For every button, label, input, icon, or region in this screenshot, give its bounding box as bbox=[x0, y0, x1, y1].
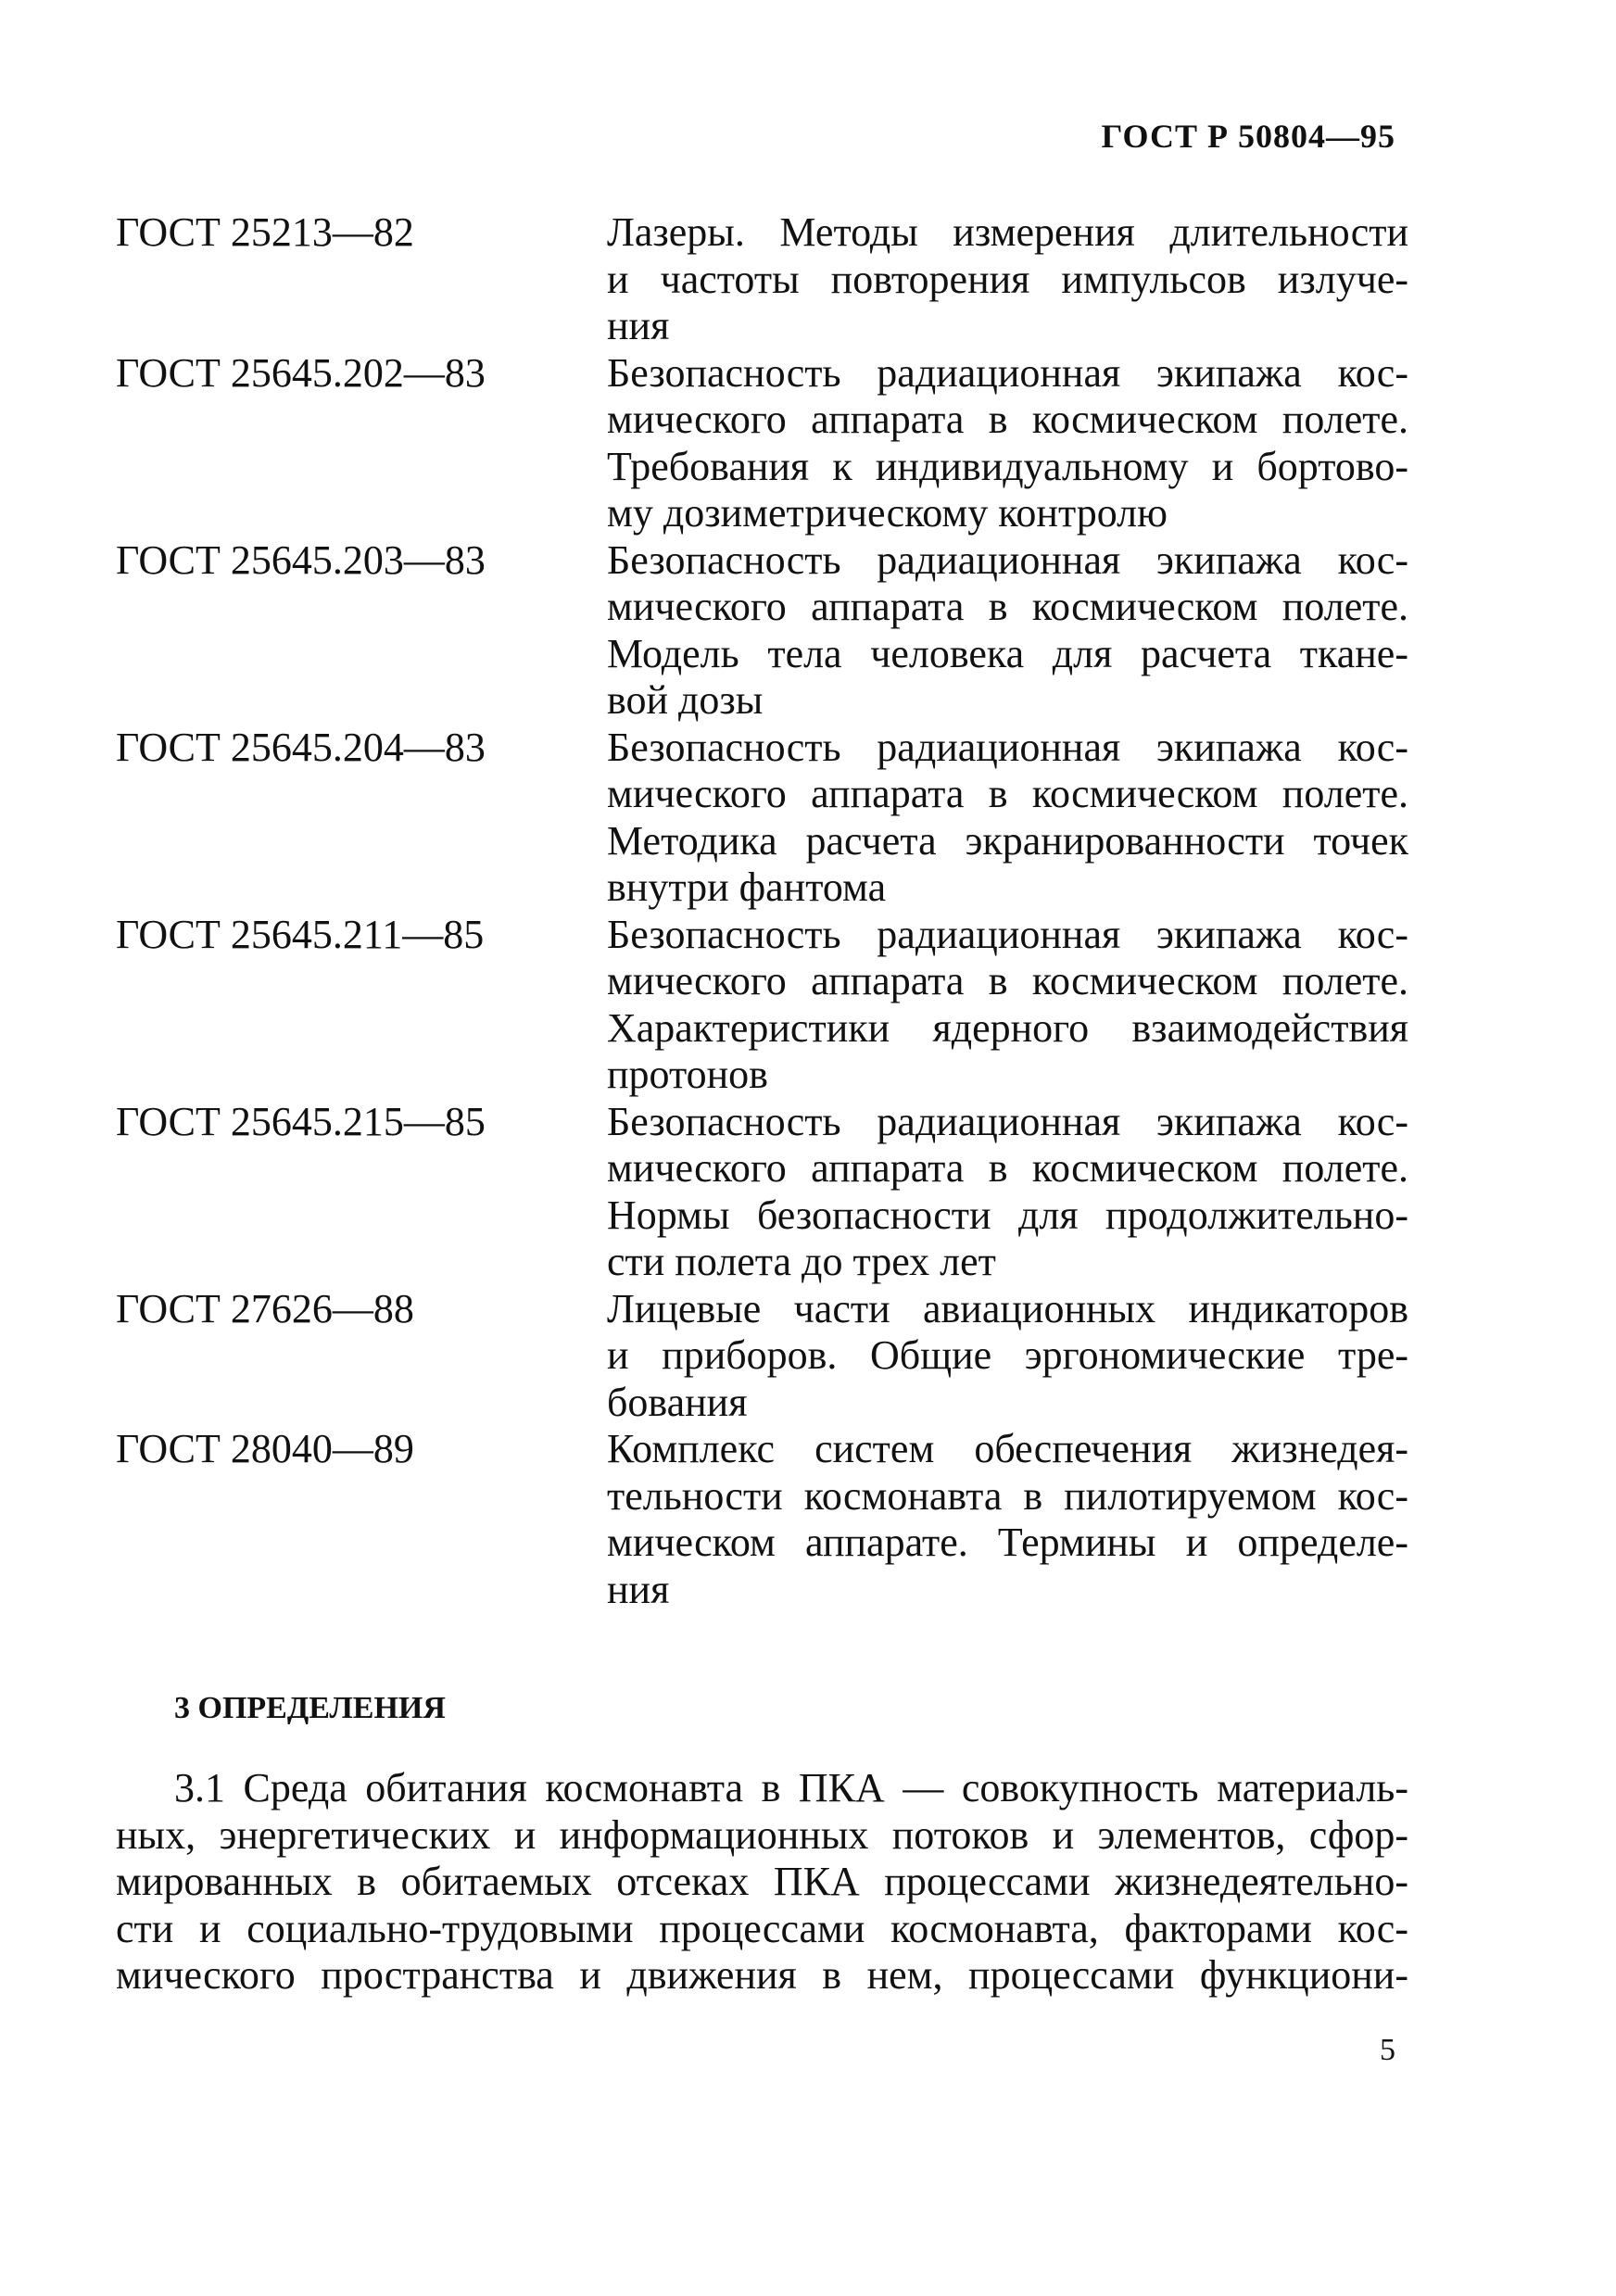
reference-title bbox=[607, 912, 1408, 1099]
reference-entry bbox=[116, 725, 1408, 912]
reference-entry bbox=[116, 1426, 1408, 1613]
section-heading: 3 ОПРЕДЕЛЕНИЯ bbox=[174, 1691, 446, 1725]
reference-title-line: Безопасность радиационная экипажа кос- bbox=[607, 1098, 1408, 1144]
reference-title-line: сти полета до трех лет bbox=[607, 1239, 996, 1284]
reference-title bbox=[607, 537, 1408, 725]
paragraph-line: 3.1 Среда обитания космонавта в ПКА — совокупность материаль- bbox=[174, 1765, 1408, 1810]
reference-title-line: ния bbox=[607, 303, 670, 348]
definition-paragraph bbox=[116, 1765, 1408, 2000]
reference-code: ГОСТ 27626—88 bbox=[116, 1285, 414, 1331]
paragraph-line: мического пространства и движения в нем, процессами функциони- bbox=[116, 1952, 1408, 1998]
reference-title-line: тельности космонавта в пилотируемом кос- bbox=[607, 1472, 1408, 1519]
reference-title-line: вой дозы bbox=[607, 677, 764, 723]
reference-title-line: и частоты повторения импульсов излуче- bbox=[607, 256, 1408, 302]
reference-code: ГОСТ 25645.211—85 bbox=[116, 911, 485, 957]
reference-title-line: Безопасность радиационная экипажа кос- bbox=[607, 911, 1408, 957]
reference-title-line: Характеристики ядерного взаимодействия bbox=[607, 1004, 1408, 1051]
reference-title-line: Методика расчета экранированности точек bbox=[607, 817, 1408, 864]
reference-code: ГОСТ 25213—82 bbox=[116, 209, 414, 255]
reference-title bbox=[607, 1286, 1408, 1427]
reference-entry bbox=[116, 1099, 1408, 1286]
reference-title-line: мическом аппарате. Термины и определе- bbox=[607, 1520, 1408, 1565]
reference-title-line: Модель тела человека для расчета ткане- bbox=[607, 630, 1408, 676]
reference-title bbox=[607, 350, 1408, 537]
paragraph-line: ных, энергетических и информационных потоков и элементов, сфор- bbox=[116, 1811, 1408, 1858]
reference-title bbox=[607, 725, 1408, 912]
reference-title bbox=[607, 1099, 1408, 1286]
reference-title-line: Лазеры. Методы измерения длительности bbox=[607, 209, 1408, 255]
reference-code: ГОСТ 25645.203—83 bbox=[116, 536, 486, 583]
document-header: ГОСТ Р 50804—95 bbox=[1101, 118, 1395, 155]
reference-entry bbox=[116, 912, 1408, 1099]
reference-title-line: бования bbox=[607, 1379, 748, 1425]
normative-references-list bbox=[116, 209, 1408, 1613]
reference-title-line: Нормы безопасности для продолжительно- bbox=[607, 1192, 1408, 1238]
reference-title-line: мического аппарата в космическом полете. bbox=[607, 397, 1408, 442]
reference-title-line: внутри фантома bbox=[607, 864, 887, 910]
reference-title-line: Безопасность радиационная экипажа кос- bbox=[607, 536, 1408, 583]
reference-code: ГОСТ 25645.215—85 bbox=[116, 1098, 486, 1144]
reference-title-line: Лицевые части авиационных индикаторов bbox=[607, 1285, 1408, 1331]
paragraph-line: сти и социально-трудовыми процессами космонавта, факторами кос- bbox=[116, 1905, 1408, 1951]
reference-entry bbox=[116, 1286, 1408, 1427]
reference-entry bbox=[116, 537, 1408, 725]
page-number: 5 bbox=[1380, 2033, 1395, 2067]
reference-title-line: Безопасность радиационная экипажа кос- bbox=[607, 349, 1408, 396]
reference-title-line: Безопасность радиационная экипажа кос- bbox=[607, 724, 1408, 770]
reference-title-line: Комплекс систем обеспечения жизнедея- bbox=[607, 1426, 1408, 1471]
reference-title-line: ния bbox=[607, 1566, 670, 1612]
reference-code: ГОСТ 25645.202—83 bbox=[116, 349, 486, 396]
reference-title-line: мического аппарата в космическом полете. bbox=[607, 584, 1408, 629]
reference-title-line: и приборов. Общие эргономические тре- bbox=[607, 1332, 1408, 1378]
reference-title-line: мического аппарата в космическом полете. bbox=[607, 958, 1408, 1003]
paragraph-line: мированных в обитаемых отсеках ПКА процессами жизнедеятельно- bbox=[116, 1859, 1408, 1904]
reference-title-line: мического аппарата в космическом полете. bbox=[607, 771, 1408, 816]
reference-code: ГОСТ 28040—89 bbox=[116, 1426, 414, 1471]
reference-title-line: Требования к индивидуальному и бортово- bbox=[607, 443, 1408, 489]
reference-title-line: протонов bbox=[607, 1052, 768, 1097]
reference-title-line: му дозиметрическому контролю bbox=[607, 490, 1168, 536]
reference-title bbox=[607, 1426, 1408, 1613]
reference-title-line: мического аппарата в космическом полете. bbox=[607, 1145, 1408, 1191]
reference-title bbox=[607, 209, 1408, 350]
reference-entry bbox=[116, 350, 1408, 537]
reference-code: ГОСТ 25645.204—83 bbox=[116, 724, 486, 770]
reference-entry bbox=[116, 209, 1408, 350]
